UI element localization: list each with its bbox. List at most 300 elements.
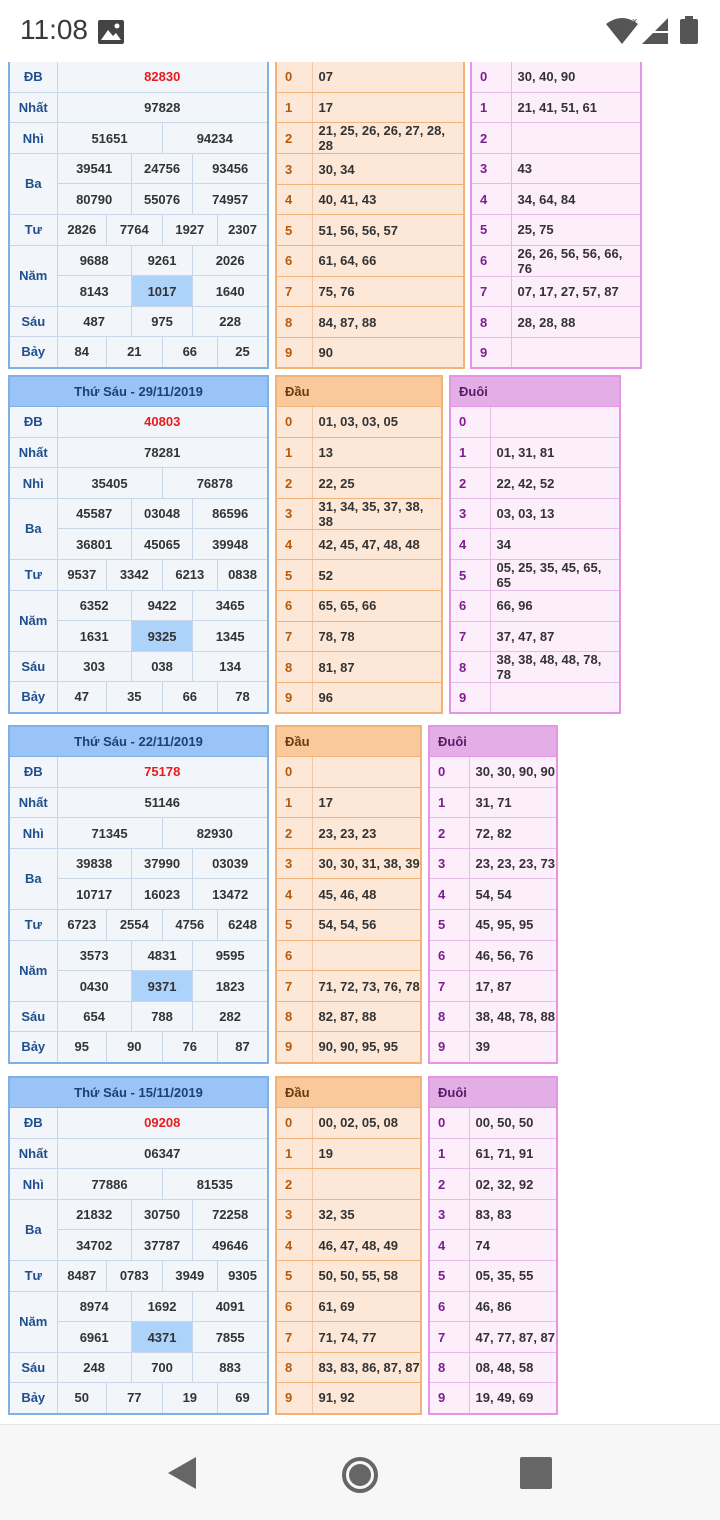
prize-label-nam: Năm: [9, 940, 57, 1001]
dau-row: [276, 1291, 421, 1322]
dau-digit: 8: [276, 652, 312, 683]
prize-label-bay: Bảy: [9, 337, 57, 368]
dau-values: 00, 02, 05, 08: [312, 1108, 421, 1139]
dau-header: Đầu: [276, 1077, 421, 1108]
duoi-digit: 4: [429, 1230, 469, 1261]
duoi-values: 34: [490, 529, 620, 560]
fifth-prize: 6961: [57, 1322, 131, 1353]
duoi-values: 54, 54: [469, 879, 557, 910]
prize-label-nhat: Nhất: [9, 92, 57, 123]
dau-row: [276, 818, 421, 849]
prize-label-db: ĐB: [9, 62, 57, 93]
duoi-table: [428, 1076, 558, 1415]
duoi-row: [450, 683, 620, 714]
dau-row: [276, 154, 464, 185]
duoi-row: [429, 971, 557, 1002]
duoi-values: 17, 87: [469, 971, 557, 1002]
prize-label-ba: Ba: [9, 1199, 57, 1260]
draw-block: [0, 30, 720, 370]
dau-row: [276, 215, 464, 246]
fifth-prize: 1631: [57, 621, 131, 652]
prize-row: [9, 1383, 268, 1414]
dau-row: [276, 62, 464, 93]
third-prize: 93456: [193, 153, 268, 184]
dau-digit: 1: [276, 1138, 312, 1169]
prize-row: [9, 1001, 268, 1032]
duoi-header-row: [429, 1077, 557, 1108]
prize-label-bay: Bảy: [9, 1032, 57, 1063]
duoi-digit: 8: [471, 307, 511, 338]
dau-row: [276, 1032, 421, 1063]
dau-row: [276, 757, 421, 788]
prize-row: [9, 757, 268, 788]
duoi-row: [450, 560, 620, 591]
duoi-digit: 5: [429, 910, 469, 941]
back-icon[interactable]: [166, 1455, 198, 1491]
third-prize: 86596: [193, 498, 268, 529]
prize-label-nhi: Nhì: [9, 818, 57, 849]
duoi-digit: 7: [471, 276, 511, 307]
third-prize: 13472: [193, 879, 268, 910]
duoi-header: Đuôi: [429, 1077, 557, 1108]
prize-label-tu: Tư: [9, 560, 57, 591]
duoi-digit: 2: [429, 1169, 469, 1200]
draw-title[interactable]: Thứ Sáu - 22/11/2019: [9, 726, 268, 757]
prize-label-sau: Sáu: [9, 1001, 57, 1032]
duoi-row: [429, 879, 557, 910]
dau-table: [275, 375, 443, 714]
dau-row: [276, 1322, 421, 1353]
duoi-digit: 8: [429, 1352, 469, 1383]
duoi-values: 31, 71: [469, 787, 557, 818]
dau-digit: 6: [276, 591, 312, 622]
duoi-values: 72, 82: [469, 818, 557, 849]
duoi-row: [429, 1352, 557, 1383]
duoi-values: 34, 64, 84: [511, 184, 641, 215]
second-prize: 76878: [162, 468, 268, 499]
status-bar: [0, 0, 720, 62]
prize-row: [9, 940, 268, 971]
dau-values: 23, 23, 23: [312, 818, 421, 849]
dau-digit: 4: [276, 1230, 312, 1261]
duoi-digit: 9: [429, 1383, 469, 1414]
sixth-prize: 975: [131, 306, 193, 337]
duoi-digit: 3: [429, 848, 469, 879]
duoi-values: 30, 30, 90, 90: [469, 757, 557, 788]
dau-row: [276, 1001, 421, 1032]
dau-row: [276, 1199, 421, 1230]
prize-label-ba: Ba: [9, 153, 57, 214]
dau-values: 32, 35: [312, 1199, 421, 1230]
draw-block: [0, 375, 720, 715]
dau-digit: 3: [276, 848, 312, 879]
dau-values: 82, 87, 88: [312, 1001, 421, 1032]
duoi-values: 02, 32, 92: [469, 1169, 557, 1200]
dau-values: 61, 64, 66: [312, 246, 464, 277]
dau-digit: 6: [276, 246, 312, 277]
fifth-prize: 8974: [57, 1291, 131, 1322]
duoi-row: [450, 437, 620, 468]
seventh-prize: 66: [162, 682, 218, 713]
prize-row: [9, 726, 268, 757]
duoi-row: [429, 1199, 557, 1230]
prize-row: [9, 306, 268, 337]
seventh-prize: 47: [57, 682, 107, 713]
first-prize: 06347: [57, 1138, 268, 1169]
third-prize: 36801: [57, 529, 131, 560]
seventh-prize: 35: [107, 682, 163, 713]
special-prize: 82830: [57, 62, 268, 93]
prize-label-db: ĐB: [9, 407, 57, 438]
third-prize: 37990: [131, 848, 193, 879]
signal-icon: [642, 18, 668, 44]
duoi-digit: 2: [429, 818, 469, 849]
dau-digit: 7: [276, 971, 312, 1002]
duoi-table: [470, 30, 642, 369]
duoi-row: [429, 848, 557, 879]
dau-values: 61, 69: [312, 1291, 421, 1322]
dau-digit: 9: [276, 682, 312, 713]
dau-row: [276, 971, 421, 1002]
dau-digit: 3: [276, 1199, 312, 1230]
duoi-values: 23, 23, 23, 73: [469, 848, 557, 879]
dau-values: 45, 46, 48: [312, 879, 421, 910]
duoi-values: 22, 42, 52: [490, 468, 620, 499]
dau-values: 51, 56, 56, 57: [312, 215, 464, 246]
third-prize: 03048: [131, 498, 193, 529]
dau-digit: 4: [276, 529, 312, 560]
dau-row: [276, 1352, 421, 1383]
duoi-digit: 9: [429, 1032, 469, 1063]
duoi-digit: 3: [471, 153, 511, 184]
clock: 11:08: [20, 14, 88, 45]
dau-row: [276, 910, 421, 941]
third-prize: 16023: [131, 879, 193, 910]
dau-values: 54, 54, 56: [312, 910, 421, 941]
dau-values: 96: [312, 682, 442, 713]
duoi-digit: 2: [450, 468, 490, 499]
prize-row: [9, 407, 268, 438]
dau-header-row: [276, 726, 421, 757]
fifth-prize: 3465: [193, 590, 268, 621]
prize-label-bay: Bảy: [9, 682, 57, 713]
duoi-values: 74: [469, 1230, 557, 1261]
seventh-prize: 84: [57, 337, 107, 368]
prize-table: [8, 375, 269, 714]
duoi-digit: 5: [429, 1261, 469, 1292]
dau-values: 30, 34: [312, 154, 464, 185]
duoi-row: [429, 1291, 557, 1322]
dau-digit: 7: [276, 621, 312, 652]
prize-row: [9, 910, 268, 941]
fifth-prize: 8143: [57, 276, 131, 307]
dau-row: [276, 246, 464, 277]
prize-row: [9, 1077, 268, 1108]
fifth-prize: 4091: [193, 1291, 268, 1322]
prize-row: [9, 376, 268, 407]
duoi-digit: 4: [450, 529, 490, 560]
draw-title[interactable]: Thứ Sáu - 29/11/2019: [9, 376, 268, 407]
dau-values: 71, 74, 77: [312, 1322, 421, 1353]
dau-row: [276, 1108, 421, 1139]
prize-row: [9, 787, 268, 818]
fourth-prize: 2826: [57, 215, 107, 246]
duoi-values: 19, 49, 69: [469, 1383, 557, 1414]
prize-label-sau: Sáu: [9, 306, 57, 337]
recents-icon[interactable]: [520, 1457, 552, 1489]
results-content[interactable]: [0, 62, 720, 1424]
dau-row: [276, 123, 464, 154]
duoi-digit: 8: [429, 1001, 469, 1032]
seventh-prize: 19: [162, 1383, 218, 1414]
fifth-prize: 9325: [131, 621, 193, 652]
third-prize: 37787: [131, 1230, 193, 1261]
prize-row: [9, 1291, 268, 1322]
duoi-row: [471, 307, 641, 338]
duoi-row: [429, 1108, 557, 1139]
duoi-digit: 5: [450, 560, 490, 591]
duoi-row: [450, 498, 620, 529]
duoi-row: [429, 757, 557, 788]
duoi-row: [471, 337, 641, 368]
duoi-values: 39: [469, 1032, 557, 1063]
dau-row: [276, 787, 421, 818]
dau-header-row: [276, 1077, 421, 1108]
dau-digit: 4: [276, 879, 312, 910]
prize-label-bay: Bảy: [9, 1383, 57, 1414]
seventh-prize: 76: [162, 1032, 218, 1063]
duoi-row: [429, 1322, 557, 1353]
duoi-row: [450, 468, 620, 499]
duoi-values: 03, 03, 13: [490, 498, 620, 529]
third-prize: 24756: [131, 153, 193, 184]
duoi-values: 47, 77, 87, 87: [469, 1322, 557, 1353]
duoi-digit: 4: [429, 879, 469, 910]
duoi-values: 25, 75: [511, 215, 641, 246]
duoi-digit: 1: [471, 92, 511, 123]
duoi-values: 61, 71, 91: [469, 1138, 557, 1169]
prize-label-nam: Năm: [9, 245, 57, 306]
duoi-digit: 1: [450, 437, 490, 468]
third-prize: 10717: [57, 879, 131, 910]
dau-digit: 5: [276, 910, 312, 941]
duoi-digit: 3: [450, 498, 490, 529]
dau-digit: 1: [276, 437, 312, 468]
duoi-row: [429, 1169, 557, 1200]
fourth-prize: 9305: [218, 1261, 268, 1292]
seventh-prize: 66: [162, 337, 218, 368]
prize-row: [9, 245, 268, 276]
prize-row: [9, 682, 268, 713]
duoi-values: 21, 41, 51, 61: [511, 92, 641, 123]
duoi-row: [429, 1032, 557, 1063]
dau-row: [276, 1383, 421, 1414]
fourth-prize: 3342: [107, 560, 163, 591]
prize-row: [9, 1261, 268, 1292]
duoi-digit: 6: [471, 245, 511, 276]
dau-row: [276, 337, 464, 368]
home-icon[interactable]: [340, 1455, 380, 1495]
seventh-prize: 77: [107, 1383, 163, 1414]
second-prize: 77886: [57, 1169, 162, 1200]
dau-values: 21, 25, 26, 26, 27, 28, 28: [312, 123, 464, 154]
dau-values: 90, 90, 95, 95: [312, 1032, 421, 1063]
dau-digit: 2: [276, 468, 312, 499]
duoi-digit: 7: [429, 1322, 469, 1353]
duoi-row: [429, 1230, 557, 1261]
dau-digit: 9: [276, 1032, 312, 1063]
prize-table: [8, 30, 269, 369]
third-prize: 34702: [57, 1230, 131, 1261]
dau-values: [312, 1169, 421, 1200]
dau-header-row: [276, 376, 442, 407]
dau-values: 81, 87: [312, 652, 442, 683]
fourth-prize: 2554: [107, 910, 163, 941]
dau-values: 52: [312, 560, 442, 591]
seventh-prize: 69: [218, 1383, 268, 1414]
seventh-prize: 21: [107, 337, 163, 368]
seventh-prize: 95: [57, 1032, 107, 1063]
fifth-prize: 7855: [193, 1322, 268, 1353]
fourth-prize: 4756: [162, 910, 218, 941]
duoi-row: [471, 153, 641, 184]
sixth-prize: 654: [57, 1001, 131, 1032]
second-prize: 82930: [162, 818, 268, 849]
dau-values: [312, 940, 421, 971]
prize-label-nhat: Nhất: [9, 787, 57, 818]
dau-table: [275, 725, 422, 1064]
prize-row: [9, 1032, 268, 1063]
prize-row: [9, 1138, 268, 1169]
second-prize: 71345: [57, 818, 162, 849]
third-prize: 39541: [57, 153, 131, 184]
dau-row: [276, 848, 421, 879]
duoi-values: 26, 26, 56, 56, 66, 76: [511, 245, 641, 276]
duoi-row: [429, 1261, 557, 1292]
prize-label-tu: Tư: [9, 1261, 57, 1292]
dau-digit: 9: [276, 337, 312, 368]
duoi-table: [428, 725, 558, 1064]
prize-label-ba: Ba: [9, 848, 57, 909]
dau-table: [275, 30, 465, 369]
dau-row: [276, 437, 442, 468]
duoi-digit: 2: [471, 123, 511, 154]
duoi-values: [490, 683, 620, 714]
fifth-prize: 1345: [193, 621, 268, 652]
draw-title[interactable]: Thứ Sáu - 15/11/2019: [9, 1077, 268, 1108]
fourth-prize: 3949: [162, 1261, 218, 1292]
dau-values: 17: [312, 787, 421, 818]
prize-table: [8, 725, 269, 1064]
fifth-prize: 0430: [57, 971, 131, 1002]
third-prize: 03039: [193, 848, 268, 879]
prize-label-tu: Tư: [9, 910, 57, 941]
duoi-digit: 5: [471, 215, 511, 246]
prize-row: [9, 92, 268, 123]
dau-values: 50, 50, 55, 58: [312, 1261, 421, 1292]
dau-row: [276, 652, 442, 683]
dau-digit: 3: [276, 498, 312, 529]
duoi-values: 08, 48, 58: [469, 1352, 557, 1383]
duoi-values: 00, 50, 50: [469, 1108, 557, 1139]
duoi-digit: 3: [429, 1199, 469, 1230]
prize-row: [9, 123, 268, 154]
dau-digit: 0: [276, 1108, 312, 1139]
duoi-row: [450, 529, 620, 560]
duoi-row: [471, 276, 641, 307]
prize-row: [9, 437, 268, 468]
dau-row: [276, 879, 421, 910]
prize-table: [8, 1076, 269, 1415]
prize-label-sau: Sáu: [9, 651, 57, 682]
wifi-icon: [606, 16, 638, 44]
third-prize: 21832: [57, 1199, 131, 1230]
dau-digit: 3: [276, 154, 312, 185]
duoi-row: [450, 621, 620, 652]
duoi-row: [471, 184, 641, 215]
duoi-digit: 0: [471, 62, 511, 93]
fourth-prize: 0783: [107, 1261, 163, 1292]
duoi-header-row: [429, 726, 557, 757]
duoi-values: 46, 86: [469, 1291, 557, 1322]
duoi-header: Đuôi: [429, 726, 557, 757]
prize-row: [9, 1352, 268, 1383]
dau-values: 40, 41, 43: [312, 184, 464, 215]
first-prize: 51146: [57, 787, 268, 818]
dau-values: 30, 30, 31, 38, 39: [312, 848, 421, 879]
duoi-row: [429, 1001, 557, 1032]
prize-label-nam: Năm: [9, 1291, 57, 1352]
dau-digit: 1: [276, 787, 312, 818]
dau-header: Đầu: [276, 376, 442, 407]
prize-label-tu: Tư: [9, 215, 57, 246]
fourth-prize: 8487: [57, 1261, 107, 1292]
duoi-digit: 6: [429, 1291, 469, 1322]
duoi-row: [450, 652, 620, 683]
duoi-row: [429, 940, 557, 971]
seventh-prize: 78: [218, 682, 268, 713]
dau-digit: 8: [276, 1001, 312, 1032]
dau-row: [276, 529, 442, 560]
duoi-row: [429, 1383, 557, 1414]
sixth-prize: 282: [193, 1001, 268, 1032]
dau-row: [276, 1169, 421, 1200]
dau-values: 83, 83, 86, 87, 87: [312, 1352, 421, 1383]
dau-row: [276, 407, 442, 438]
dau-digit: 1: [276, 92, 312, 123]
third-prize: 39838: [57, 848, 131, 879]
dau-row: [276, 92, 464, 123]
prize-row: [9, 1108, 268, 1139]
dau-values: 78, 78: [312, 621, 442, 652]
dau-row: [276, 591, 442, 622]
special-prize: 75178: [57, 757, 268, 788]
prize-label-db: ĐB: [9, 757, 57, 788]
seventh-prize: 90: [107, 1032, 163, 1063]
draw-block: [0, 1076, 720, 1416]
duoi-values: 45, 95, 95: [469, 910, 557, 941]
fifth-prize: 4831: [131, 940, 193, 971]
dau-digit: 5: [276, 560, 312, 591]
dau-row: [276, 276, 464, 307]
fourth-prize: 2307: [218, 215, 268, 246]
duoi-values: [511, 123, 641, 154]
duoi-digit: 1: [429, 1138, 469, 1169]
dau-row: [276, 498, 442, 529]
prize-row: [9, 215, 268, 246]
sixth-prize: 248: [57, 1352, 131, 1383]
third-prize: 30750: [131, 1199, 193, 1230]
